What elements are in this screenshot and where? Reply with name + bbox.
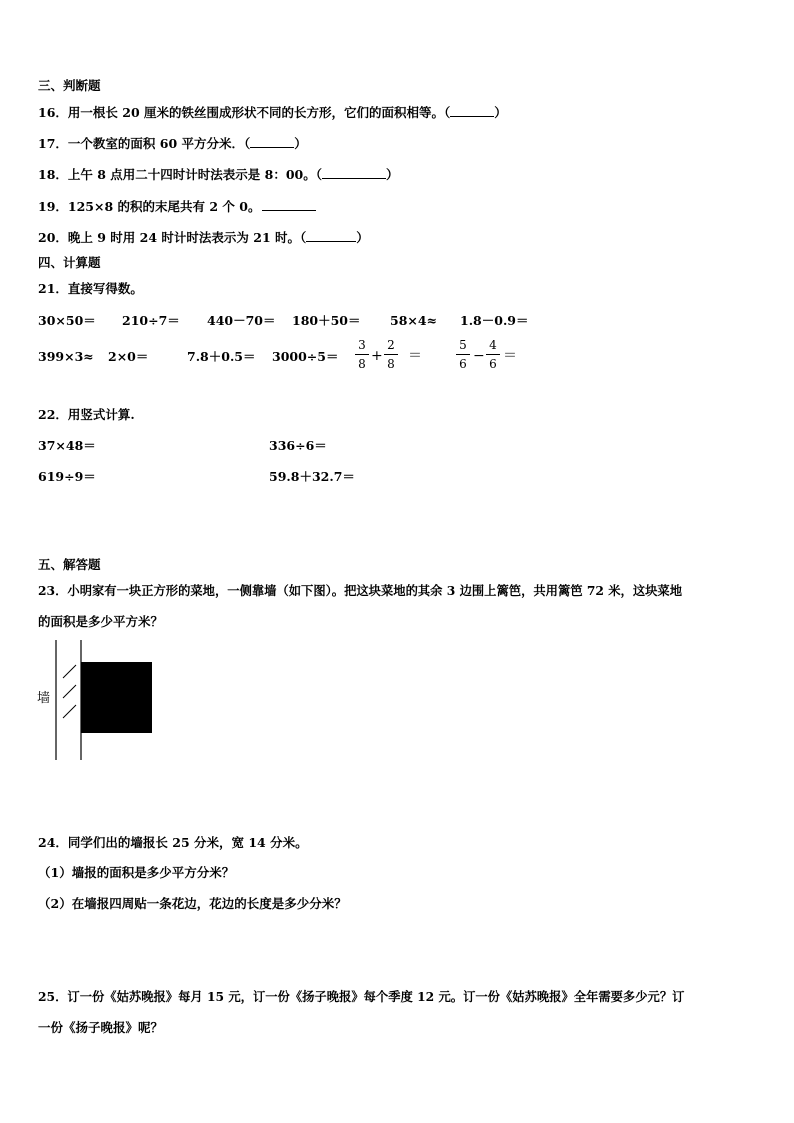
wall-label: 墙 [37, 691, 51, 706]
vertical-calc-item: 619÷9＝ [38, 469, 96, 484]
question-text: 18．上午 8 点用二十四时计时法表示是 8：00。（ [38, 167, 322, 182]
question-23-line1: 23．小明家有一块正方形的菜地，一侧靠墙（如下图）。把这块菜地的其余 3 边围上篱笆，共用篱笆 72 米，这块菜地 [38, 583, 683, 598]
numerator: 4 [489, 338, 497, 352]
question-text: 17．一个教室的面积 60 平方分米．（ [38, 136, 251, 151]
calc-item: 210÷7＝ [122, 313, 180, 328]
fraction-2-8 [384, 338, 398, 371]
equals-sign: ＝ [408, 348, 422, 364]
calc-item: 7.8＋0.5＝ [187, 349, 256, 364]
numerator: 2 [387, 338, 395, 352]
question-close: ） [356, 230, 369, 245]
answer-blank[interactable] [322, 166, 386, 179]
question-close: ） [294, 136, 307, 151]
fraction-3-8 [355, 338, 369, 371]
question-24-part2: （2）在墙报四周贴一条花边，花边的长度是多少分米？ [38, 896, 347, 911]
answer-blank[interactable] [250, 135, 294, 148]
calc-item: 1.8－0.9＝ [460, 313, 529, 328]
question-21: 21．直接写得数。 [38, 281, 143, 296]
numerator: 3 [358, 338, 366, 352]
question-text: 20．晚上 9 时用 24 时计时法表示为 21 时。（ [38, 230, 307, 245]
question-close: ） [494, 105, 507, 120]
answer-blank[interactable] [306, 229, 356, 242]
calc-item: 180＋50＝ [292, 313, 361, 328]
question-20 [38, 229, 369, 246]
answer-blank[interactable] [262, 198, 316, 211]
question-17 [38, 135, 307, 152]
question-text: 19．125×8 的积的末尾共有 2 个 0。 [38, 199, 261, 214]
calc-item: 58×4≈ [390, 313, 438, 328]
section-heading-judgment: 三、判断题 [38, 78, 101, 93]
question-text: 16．用一根长 20 厘米的铁丝围成形状不同的长方形，它们的面积相等。（ [38, 105, 451, 120]
question-18 [38, 166, 399, 183]
question-25-line1: 25．订一份《姑苏晚报》每月 15 元，订一份《扬子晚报》每个季度 12 元。订一份《姑苏晚报》全年需要多少元？订 [38, 989, 685, 1004]
vertical-calc-item: 37×48＝ [38, 438, 96, 453]
numerator: 5 [459, 338, 467, 352]
question-24: 24．同学们出的墙报长 25 分米，宽 14 分米。 [38, 835, 308, 850]
answer-blank[interactable] [450, 104, 494, 117]
denominator: 8 [358, 357, 366, 371]
calc-item: 399×3≈ [38, 349, 94, 364]
calc-item: 30×50＝ [38, 313, 96, 328]
fraction-5-6 [456, 338, 470, 371]
fraction-4-6 [486, 338, 500, 371]
section-heading-word-problems: 五、解答题 [38, 557, 101, 572]
calc-item: 440－70＝ [207, 313, 276, 328]
section-heading-calculation: 四、计算题 [38, 255, 101, 270]
denominator: 8 [387, 357, 395, 371]
vertical-calc-item: 336÷6＝ [269, 438, 327, 453]
question-16 [38, 104, 507, 121]
question-24-part1: （1）墙报的面积是多少平方分米？ [38, 865, 235, 880]
denominator: 6 [489, 357, 497, 371]
question-25-line2: 一份《扬子晚报》呢？ [38, 1020, 164, 1035]
calc-item: 2×0＝ [108, 349, 149, 364]
calc-item: 3000÷5＝ [272, 349, 339, 364]
question-19 [38, 198, 316, 215]
vertical-calc-item: 59.8＋32.7＝ [269, 469, 355, 484]
denominator: 6 [459, 357, 467, 371]
equals-sign: ＝ [503, 348, 517, 364]
question-22: 22．用竖式计算. [38, 407, 135, 422]
minus-operator: − [473, 348, 485, 364]
question-close: ） [386, 167, 399, 182]
question-23-line2: 的面积是多少平方米？ [38, 614, 164, 629]
plus-operator: + [371, 348, 383, 364]
